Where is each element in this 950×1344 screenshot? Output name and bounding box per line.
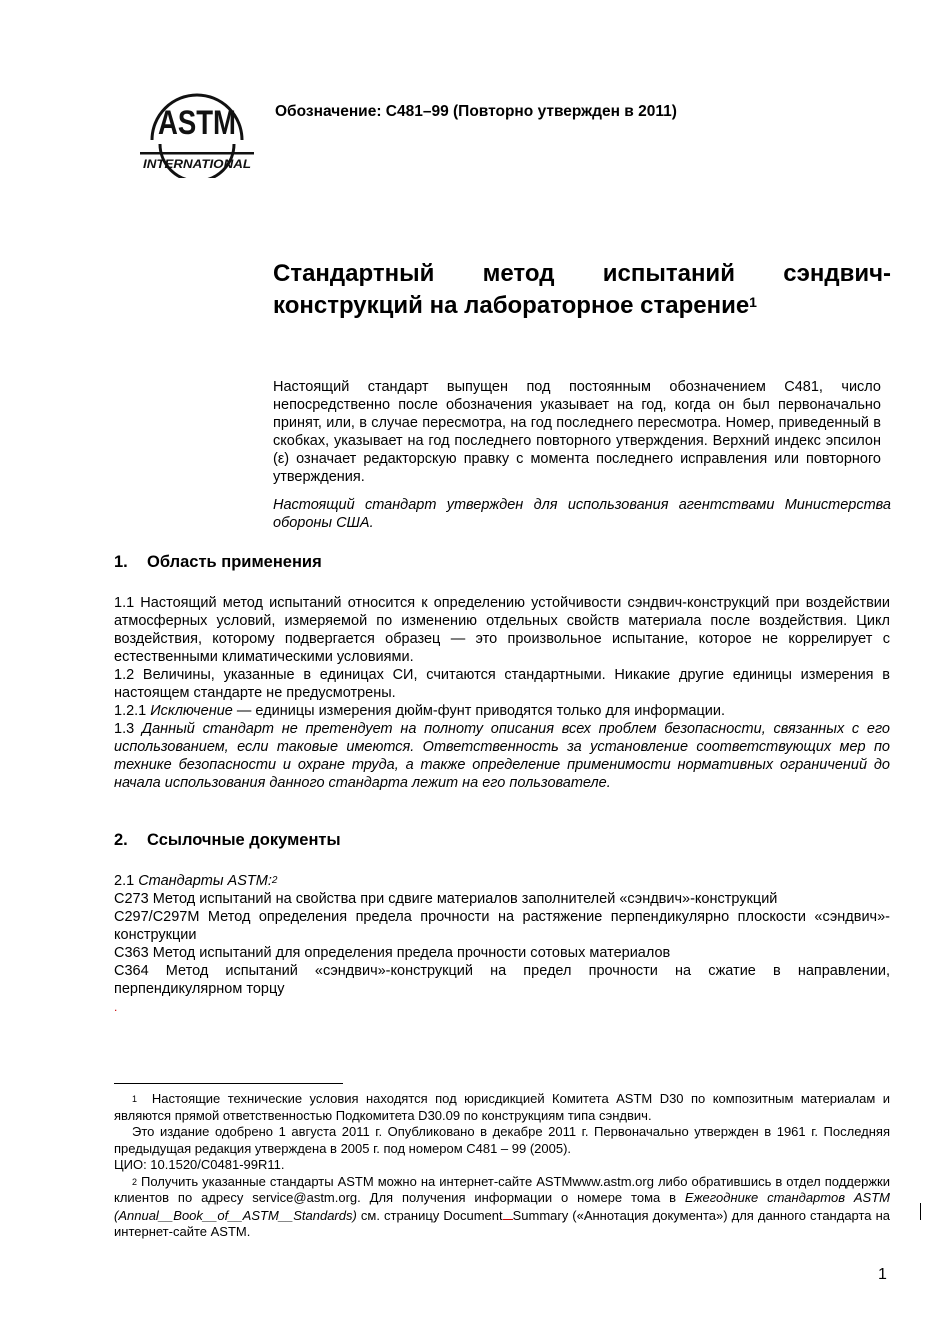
- intro-paragraph: Настоящий стандарт выпущен под постоянным обозначением C481, число непосредственно после обозначения указывает на год, когда он был первоначально принят, или, в случае пересмотра, на год последнего пересмотра. Номер, приведенный в скобках, указывает на год последнего повторного утверждения. Верхний индекс эпсилон (ε) означает редакторскую правку с момента последнего исправления или повторного утверждения.: [273, 379, 881, 485]
- revision-bar: [920, 1203, 921, 1220]
- section-2-number: 2.: [114, 831, 128, 849]
- footnote-2-part1: Получить указанные стандарты ASTM можно на интернет-сайте ASTMwww.astm.org либо обратившись в отдел поддержки клиентов по адресу service@astm.org. Для получения информации о номере тома в: [114, 1173, 890, 1205]
- section-1-heading: [114, 553, 322, 572]
- footnote-2-marker: 2: [132, 1176, 138, 1187]
- ref-c364: C364 Метод испытаний «сэндвич»-конструкций на предел прочности на сжатие в направлении, перпендикулярном торцу: [114, 963, 890, 997]
- ref-c273: C273 Метод испытаний на свойства при сдвиге материалов заполнителей «сэндвич»-конструкций: [114, 891, 778, 907]
- footnote-1-doi: ЦИО: 10.1520/C0481-99R11.: [114, 1157, 285, 1172]
- trailing-red-mark: [114, 998, 890, 1016]
- footnote-2-yearbook: Ежегоднике стандартов ASTM (Annual__Book__of__ASTM__Standards): [114, 1190, 890, 1223]
- ref-c297: C297/C297M Метод определения предела прочности на растяжение перпендикулярно плоскости «сэндвич»-конструкции: [114, 909, 890, 943]
- para-1-2-1: [114, 702, 890, 720]
- para-1-2-1-rest: — единицы измерения дюйм-фунт приводятся только для информации.: [236, 703, 726, 719]
- title-footnote-ref: 1: [749, 294, 757, 310]
- para-1-3: [114, 720, 890, 792]
- para-1-1: 1.1 Настоящий метод испытаний относится к определению устойчивости сэндвич-конструкций при воздействии атмосферных условий, измеряемой по изменению отдельных свойств материала после воздействия. Цикл воздействия, которому подвергается образец — это произвольное испытание, которое не коррелирует с естественными климатическими условиями.: [114, 595, 890, 665]
- para-2-1-footnote-ref: 2: [271, 875, 278, 886]
- logo-international: INTERNATIONAL: [143, 159, 251, 171]
- section-1-title: Область применения: [147, 553, 322, 571]
- footnote-1-text: Настоящие технические условия находятся под юрисдикцией Комитета ASTM D30 по композитным материалам и являются прямой ответственностью Подкомитета D30.09 по конструкциям типа сэндвич.: [114, 1091, 890, 1123]
- footnote-1: [114, 1091, 890, 1124]
- section-2-body: [114, 872, 890, 1016]
- para-1-2-1-num: 1.2.1: [114, 703, 147, 719]
- footnote-2: [114, 1174, 890, 1241]
- logo-letters: ASTM: [158, 104, 236, 142]
- para-2-1-num: 2.1: [114, 873, 135, 889]
- red-underscore-mark: [503, 1207, 513, 1220]
- footnote-separator: [114, 1083, 343, 1084]
- title-text: Стандартный метод испытаний сэндвич-конструкций на лабораторное старение: [273, 260, 891, 319]
- footnotes: [114, 1091, 890, 1241]
- footnote-1-edition: Это издание одобрено 1 августа 2011 г. Опубликовано в декабре 2011 г. Первоначально утвержден в 1961 г. Последняя предыдущая редакция утверждена в 2005 г. под номером C481 – 99 (2005).: [114, 1124, 890, 1156]
- footnote-1-marker: 1: [132, 1094, 138, 1104]
- para-1-3-text: Данный стандарт не претендует на полноту описания всех проблем безопасности, связанных с его использованием, если таковые имеются. Ответственность за установление соответствующих мер по технике безопасности и охране труда, а также определение применимости нормативных ограничений до начала использования данного стандарта лежит на его пользователе.: [114, 721, 890, 791]
- page-number: 1: [878, 1266, 887, 1283]
- footnote-2-part2: см. страницу Document: [360, 1207, 503, 1223]
- para-1-2: 1.2 Величины, указанные в единицах СИ, считаются стандартными. Никакие другие единицы измерения в настоящем стандарте не предусмотрены.: [114, 667, 890, 701]
- astm-international-logo: [138, 70, 256, 178]
- para-1-3-num: 1.3: [114, 721, 135, 737]
- para-2-1: [114, 872, 890, 890]
- section-2-title: Ссылочные документы: [147, 831, 341, 849]
- section-2-heading: [114, 831, 341, 850]
- document-title: [273, 258, 891, 322]
- footnote-2-part3: Summary («Аннотация документа») для данного стандарта на интернет-сайте ASTM.: [114, 1207, 890, 1239]
- section-1-body: [114, 594, 890, 792]
- para-2-1-label: Стандарты ASTM:: [138, 873, 272, 889]
- dod-approval-note: Настоящий стандарт утвержден для использования агентствами Министерства обороны США.: [273, 497, 891, 531]
- para-1-2-1-exception: Исключение: [150, 703, 233, 719]
- red-dot: .: [114, 1000, 118, 1014]
- section-1-number: 1.: [114, 553, 128, 571]
- designation-line: Обозначение: C481–99 (Повторно утвержден в 2011): [275, 103, 677, 120]
- ref-c363: C363 Метод испытаний для определения предела прочности сотовых материалов: [114, 945, 671, 961]
